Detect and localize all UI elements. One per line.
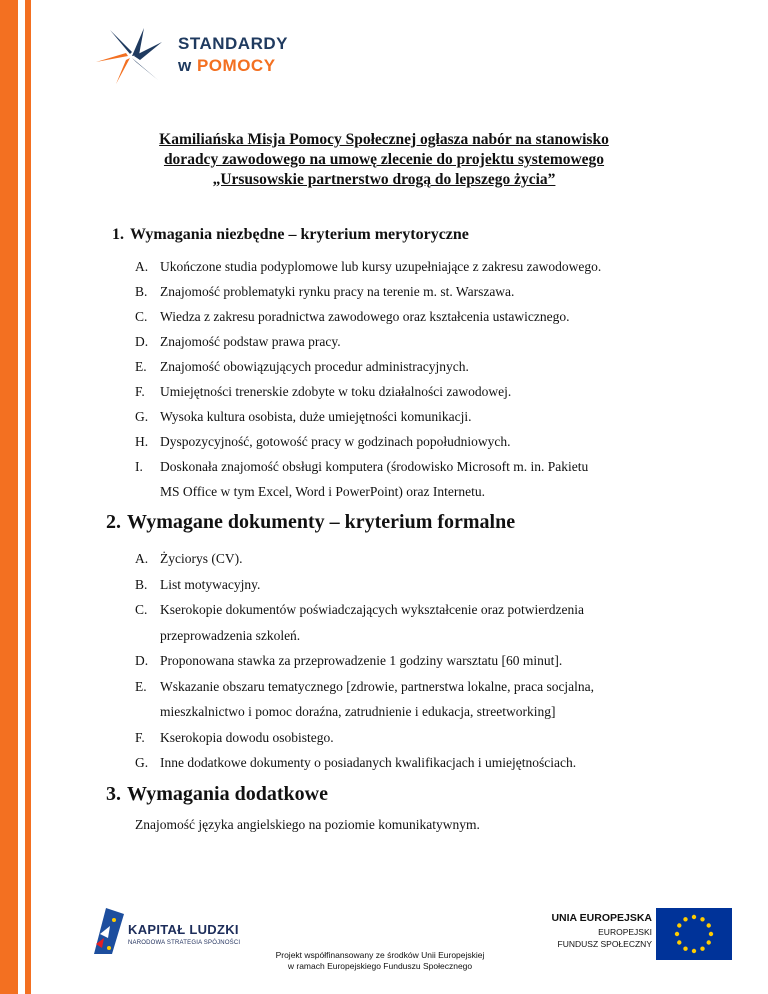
list-item (135, 354, 601, 379)
list-item-letter: I. (135, 459, 143, 474)
list-item (135, 597, 594, 648)
title-line-2: doradcy zawodowego na umowę zlecenie do projektu systemowego (163, 151, 605, 168)
list-item-text-continued: MS Office w tym Excel, Word i PowerPoint) oraz Internetu. (160, 484, 485, 499)
list-item-text-continued: przeprowadzenia szkoleń. (160, 627, 301, 643)
list-item-text: Doskonała znajomość obsługi komputera (środowisko Microsoft m. in. Pakietu (160, 459, 589, 474)
kapital-ludzki-subtitle: NARODOWA STRATEGIA SPÓJNOŚCI (128, 940, 241, 946)
list-item-letter: B. (135, 284, 148, 299)
logo-text-pomocy: POMOCY (196, 56, 276, 75)
list-item-letter: H. (135, 434, 149, 449)
logo-text-standardy: STANDARDY (178, 34, 288, 53)
eu-flag-icon (656, 908, 732, 960)
eu-star (700, 947, 704, 951)
eu-title: UNIA EUROPEJSKA (551, 912, 652, 924)
eu-star (683, 917, 687, 921)
section-3-text: Znajomość języka angielskiego na poziomie komunikatywnym. (135, 817, 480, 832)
list-item-letter: F. (135, 384, 145, 399)
eu-star (677, 940, 681, 944)
list-item (135, 546, 594, 572)
left-orange-stripe (25, 0, 31, 994)
section-2-number: 2. (106, 511, 121, 533)
section-1-list (135, 254, 601, 504)
eu-line-3: FUNDUSZ SPOŁECZNY (557, 939, 652, 949)
eu-star (707, 940, 711, 944)
section-1-number: 1. (112, 226, 124, 243)
list-item (135, 454, 601, 504)
list-item-letter: A. (135, 259, 149, 274)
list-item-letter: E. (135, 678, 147, 694)
eu-star (707, 923, 711, 927)
section-3-heading (106, 783, 328, 806)
list-item-text: Dyspozycyjność, gotowość pracy w godzinach popołudniowych. (160, 434, 511, 449)
list-item-text: Życiorys (CV). (160, 551, 243, 566)
footer-line-1: Projekt współfinansowany ze środków Unii Europejskiej (275, 950, 485, 960)
list-item-letter: C. (135, 309, 148, 324)
list-item-letter: D. (135, 334, 149, 349)
section-2-list (135, 546, 594, 776)
section-2-heading (106, 511, 515, 534)
section-2-title: Wymagane dokumenty – kryterium formalne (127, 511, 516, 533)
list-item-text: List motywacyjny. (160, 576, 261, 592)
list-item (135, 429, 601, 454)
logo-text-w: w (178, 56, 192, 75)
list-item (135, 329, 601, 354)
eu-logo-block (532, 906, 738, 966)
list-item-letter: D. (135, 653, 149, 668)
list-item (135, 572, 594, 598)
list-item-letter: B. (135, 576, 148, 592)
section-1-heading (112, 226, 469, 244)
eu-line-2: EUROPEJSKI (598, 927, 652, 937)
list-item-text: Wskazanie obszaru tematycznego [zdrowie, partnerstwa lokalne, praca socjalna, (160, 678, 595, 694)
list-item (135, 648, 594, 674)
list-item (135, 254, 601, 279)
list-item-text: Znajomość obowiązujących procedur administracyjnych. (160, 359, 469, 374)
eu-star (675, 932, 679, 936)
document-title (100, 130, 668, 190)
logo-text-w-pomocy (178, 56, 276, 76)
list-item-letter: C. (135, 602, 148, 617)
eu-star (683, 947, 687, 951)
list-item-text: Proponowana stawka za przeprowadzenie 1 godziny warsztatu [60 minut]. (160, 653, 563, 668)
list-item (135, 379, 601, 404)
list-item-letter: E. (135, 359, 147, 374)
list-item-text: Inne dodatkowe dokumenty o posiadanych kwalifikacjach i umiejętnościach. (160, 755, 577, 770)
eu-star (692, 949, 696, 953)
list-item-text: Znajomość podstaw prawa pracy. (160, 334, 341, 349)
standardy-w-pomocy-logo (92, 22, 312, 88)
list-item-text: Ukończone studia podyplomowe lub kursy uzupełniające z zakresu zawodowego. (160, 259, 602, 274)
list-item (135, 279, 601, 304)
list-item-text: Kserokopie dokumentów poświadczających wykształcenie oraz potwierdzenia (160, 602, 584, 617)
list-item-text: Wysoka kultura osobista, duże umiejętności komunikacji. (160, 409, 472, 424)
list-item-letter: F. (135, 729, 145, 745)
list-item-text: Umiejętności trenerskie zdobyte w toku działalności zawodowej. (160, 384, 512, 399)
list-item (135, 674, 594, 725)
kapital-ludzki-title: KAPITAŁ LUDZKI (128, 922, 239, 937)
title-line-1: Kamiliańska Misja Pomocy Społecznej ogłasza nabór na stanowisko (159, 131, 609, 148)
title-line-3: „Ursusowskie partnerstwo drogą do lepszego życia” (212, 171, 556, 188)
eu-star (709, 932, 713, 936)
list-item-text: Kserokopia dowodu osobistego. (160, 729, 334, 745)
logo-star-icon (92, 22, 176, 88)
kapital-ludzki-flag-icon (92, 904, 126, 956)
list-item-letter: A. (135, 551, 149, 566)
footer-line-2: w ramach Europejskiego Funduszu Społecznego (287, 961, 473, 971)
footer-cofinancing-note (200, 950, 560, 972)
list-item-text: Znajomość problematyki rynku pracy na terenie m. st. Warszawa. (160, 284, 515, 299)
list-item-text: Wiedza z zakresu poradnictwa zawodowego oraz kształcenia ustawicznego. (160, 309, 570, 324)
list-item (135, 304, 601, 329)
section-3-number: 3. (106, 783, 121, 805)
list-item (135, 725, 594, 751)
list-item-text-continued: mieszkalnictwo i pomoc doraźna, zatrudnienie i edukacja, streetworking] (160, 704, 556, 719)
list-item (135, 750, 594, 776)
eu-star (692, 915, 696, 919)
list-item-letter: G. (135, 409, 149, 424)
section-3-title: Wymagania dodatkowe (127, 783, 328, 805)
section-1-title: Wymagania niezbędne – kryterium merytoryczne (130, 226, 469, 243)
eu-star (700, 917, 704, 921)
list-item (135, 404, 601, 429)
left-orange-bar (0, 0, 18, 994)
list-item-letter: G. (135, 755, 149, 770)
eu-star (677, 923, 681, 927)
